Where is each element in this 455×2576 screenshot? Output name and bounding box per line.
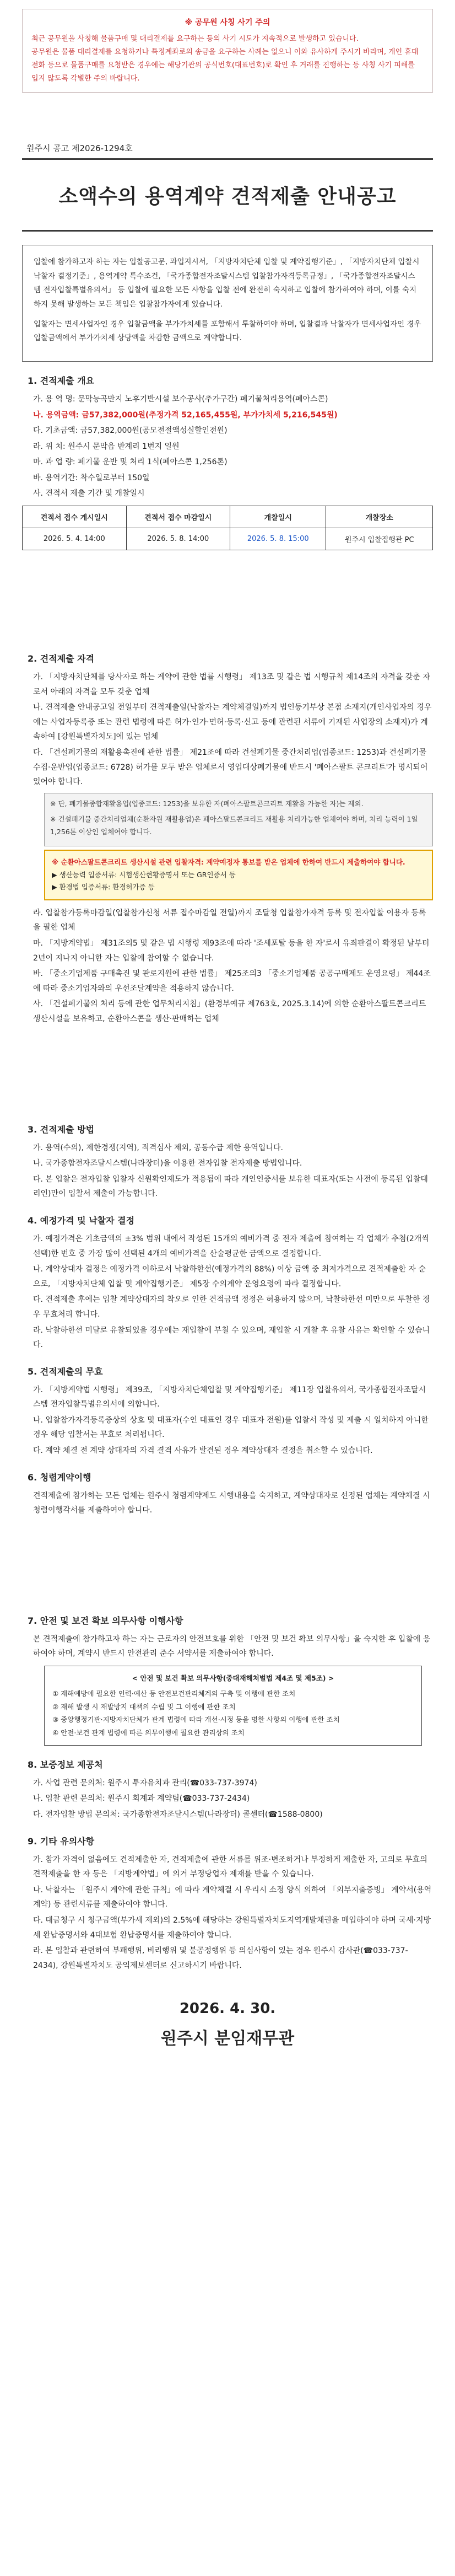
schedule-row [23,528,433,550]
price-item: 가. 예정가격은 기초금액의 ±3% 범위 내에서 작성된 15개의 예비가격 중 전자 제출에 참여하는 각 업체가 추첨(2개씩 선택)한 번호 중 가장 많이 선택된 4개의 예비가격을 산술평균한 금액으로 결정합니다. [33,1234,429,1258]
safety-obligation-line: ② 재해 발생 시 재발방지 대책의 수립 및 그 이행에 관한 조치 [52,1702,236,1711]
price-item: 라. 낙찰하한선 미달로 유찰되었을 경우에는 재입찰에 부칠 수 있으며, 재입찰 시 개찰 후 유찰 사유는 확인할 수 있습니다. [33,1325,430,1350]
qualification-item: 다. 「건설폐기물의 재활용촉진에 관한 법률」 제21조에 따라 건설폐기물 중간처리업(업종코드: 1253)과 건설폐기물 수집·운반업(업종코드: 6728) 허가를 모두 받은 업체로서 영업대상폐기물에 반드시 '폐아스팔트 콘크리트'가 명시되어 있어야 합니다. [33,748,428,787]
schedule-table [22,506,433,550]
safety-obligations-box [44,1666,422,1746]
overview-item: 다. 기초금액: 금57,382,000원(공모전절액성실할인전원) [33,426,228,436]
public-notice-number: 원주시 공고 제2026-1294호 [26,143,133,154]
invalid-item: 다. 계약 체결 전 계약 상대자의 자격 결격 사유가 발견된 경우 계약상대자 결정을 취소할 수 있습니다. [33,1446,373,1456]
contact-item: 가. 사업 관련 문의처: 원주시 투자유치과 관리(☎033-737-3974) [33,1778,257,1788]
recycling-facility-line: ▶ 환경법 입증서류: 환경허가증 등 [52,883,155,892]
scam-warning-line: 공무원은 물품 대리결제를 요청하거나 특정계좌로의 송금을 요구하는 사례는 없으니 이와 유사하게 주시기 바라며, 개인 휴대전화 등으로 물품구매를 요청받은 경우에는 해당기관의 공식번호(대표번호)로 확인 후 거래를 진행하는 등 사칭 사기 피해를 입지 않도록 각별한 주의 바랍니다. [31,47,419,83]
safety-obligation-line: ③ 중앙행정기관·지방자치단체가 관계 법령에 따라 개선·시정 등을 명한 사항의 이행에 관한 조치 [52,1715,340,1724]
section-title-safety: 7. 안전 및 보건 확보 의무사항 이행사항 [28,1615,183,1626]
misc-item: 가. 참가 자격이 없음에도 견적제출한 자, 견적제출에 관한 서류를 위조·변조하거나 부정하게 제출한 자, 고의로 무효의 견적제출을 한 자 등은 「지방계약법」에 의거 부정당업자 제재를 받을 수 있습니다. [33,1855,427,1879]
method-item: 나. 국가종합전자조달시스템(나라장터)을 이용한 전자입찰 전자제출 방법입니다. [33,1159,302,1168]
invalid-item: 나. 입찰참가자격등록증상의 상호 및 대표자(수인 대표인 경우 대표자 전원)를 입찰서 작성 및 제출 시 일치하지 아니한 경우 해당 입찰서는 무효로 처리됩니다. [33,1415,429,1440]
qualification-note: ※ 단, 폐기물종합재활용업(업종코드: 1253)을 보유한 자(폐아스팔트콘크리트 재활용 가능한 자)는 제외. [50,799,364,808]
qualification-note: ※ 건설폐기물 중간처리업체(순환자원 재활용업)은 폐아스팔트콘크리트 재활용 처리가능한 업체여야 하며, 처리 능력이 1일 1,256톤 이상인 업체여야 합니다. [50,815,418,836]
schedule-cell: 2026. 5. 4. 14:00 [23,528,127,550]
safety-obligation-line: ① 재해예방에 필요한 인력·예산 등 안전보건관리체계의 구축 및 이행에 관한 조치 [52,1689,296,1698]
intro-paragraph: 입찰자는 면세사업자인 경우 입찰금액을 부가가치세를 포함해서 투찰하여야 하며, 입찰결과 낙찰자가 면세사업자인 경우 입찰금액에서 부가가치세 상당액을 차감한 금액으로 계약합니다. [34,319,421,343]
qualification-note-box [44,793,433,847]
scam-warning-box [22,9,433,93]
price-item: 나. 계약상대자 결정은 예정가격 이하로서 낙찰하한선(예정가격의 88%) 이상 금액 중 최저가격으로 견적제출한 자 순으로, 「지방자치단체 입찰 및 계약집행기준」 제5장 수의계약 운영요령에 따라 결정합니다. [33,1265,426,1289]
scam-warning-title: ※ 공무원 사칭 사기 주의 [185,18,270,27]
qualification-item: 가. 「지방자치단체를 당사자로 하는 계약에 관한 법률 시행령」 제13조 및 같은 법 시행규칙 제14조의 자격을 갖춘 자로서 아래의 자격을 모두 갖춘 업체 [33,673,430,696]
qualification-item: 라. 입찰참가등록마감일(입찰참가신청 서류 접수마감일 전일)까지 조달청 입찰참가자격 등록 및 전자입찰 이용자 등록을 필한 업체 [33,908,426,932]
section-title-price: 4. 예정가격 및 낙찰자 결정 [28,1215,135,1226]
overview-item: 나. 용역금액: 금57,382,000원(추정가격 52,165,455원, 부가가치세 5,216,545원) [33,410,338,420]
intro-paragraph: 입찰에 참가하고자 하는 자는 입찰공고문, 과업지시서, 「지방자치단체 입찰 및 계약집행기준」, 「지방자치단체 입찰시 낙찰자 결정기준」, 용역계약 특수조건, 「국가종합전자조달시스템 입찰참가자격등록규정」, 「국가종합전자조달시스템 전자입찰특별유의서」 등 입찰에 필요한 모든 사항을 입찰 전에 완전히 숙지하고 입찰에 참가하여야 하며, 이를 숙지하지 못해 발생하는 모든 책임은 입찰참가자에게 있습니다. [34,257,420,309]
section-title-method: 3. 견적제출 방법 [28,1124,95,1135]
recycling-facility-box [44,850,433,900]
overview-item: 마. 과 업 량: 폐기물 운반 및 처리 1식(폐아스콘 1,256톤) [33,458,228,467]
overview-item: 가. 용 역 명: 문막능곡만지 노후기반시설 보수공사(추가구간) 폐기물처리용역(폐아스콘) [33,394,328,404]
safety-text: 본 견적제출에 참가하고자 하는 자는 근로자의 안전보호를 위한 「안전 및 보건 확보 의무사항」을 숙지한 후 입찰에 응하여야 하며, 계약시 반드시 안전관리 준수 서약서를 제출하여야 합니다. [33,1634,431,1659]
recycling-facility-line: ▶ 생산능력 입증서류: 시험생산현황증명서 또는 GR인증서 등 [52,870,236,879]
schedule-cell: 2026. 5. 8. 15:00 [230,528,326,550]
safety-obligation-line: ④ 안전·보건 관계 법령에 따른 의무이행에 필요한 관리상의 조치 [52,1729,245,1737]
integrity-text: 견적제출에 참가하는 모든 업체는 원주시 청렴계약제도 시행내용을 숙지하고, 계약상대자로 선정된 업체는 계약체결 시 청렴이행각서를 제출하여야 합니다. [33,1491,430,1515]
scam-warning-line: 최근 공무원을 사칭해 물품구매 및 대리결제를 요구하는 등의 사기 시도가 지속적으로 발생하고 있습니다. [31,34,359,43]
section-title-contacts: 8. 보증정보 제공처 [28,1759,103,1770]
misc-item: 나. 낙찰자는 「원주시 계약에 관한 규칙」에 따라 계약체결 시 우리시 소정 양식 의하여 「외부지출증빙」 계약서(용역계약) 등 관련서류를 제출하여야 합니다. [33,1885,432,1909]
section-title-integrity: 6. 청렴계약이행 [28,1472,91,1483]
invalid-item: 가. 「지방계약법 시행령」 제39조, 「지방자치단체입찰 및 계약집행기준」 제11장 입찰유의서, 국가종합전자조달시스템 전자입찰특별유의서에 의합니다. [33,1385,426,1409]
overview-item: 사. 견적서 제출 기간 및 개찰일시 [33,489,145,498]
schedule-cell: 원주시 입찰집행관 PC [326,528,433,550]
misc-item: 다. 대금청구 시 청구금액(부가세 제외)의 2.5%에 해당하는 강원특별자치도지역개발채권을 매입하여야 하며 국세·지방세 완납증명서와 4대보험 완납증명서를 제출하여야 합니다. [33,1915,431,1940]
overview-item: 라. 위 치: 원주시 문막읍 반계리 1번지 일원 [33,442,180,451]
safety-obligations-title: < 안전 및 보건 확보 의무사항(중대재해처벌법 제4조 및 제5조) > [132,1674,334,1683]
schedule-header: 개찰일시 [230,506,326,528]
section-title-overview: 1. 견적제출 개요 [28,375,95,386]
section-title-qualification: 2. 견적제출 자격 [28,653,95,664]
qualification-item: 사. 「건설폐기물의 처리 등에 관한 업무처리지침」(환경부예규 제763호, 2025.3.14)에 의한 순환아스팔트콘크리트 생산시설을 보유하고, 순환아스콘을 생산·판매하는 업체 [33,1000,426,1023]
schedule-header-row [23,506,433,528]
contact-item: 나. 입찰 관련 문의처: 원주시 회계과 계약팀(☎033-737-2434) [33,1794,250,1804]
issuing-organization: 원주시 분임재무관 [160,2029,295,2049]
misc-item: 라. 본 입찰과 관련하여 부패행위, 비리행위 및 불공정행위 등 의심사항이 있는 경우 원주시 감사관(☎033-737-2434), 강원특별자치도 공익제보센터로 신고하시기 바랍니다. [33,1946,408,1970]
method-item: 다. 본 입찰은 전자입찰 입찰자 신원확인제도가 적용됨에 따라 개인인증서를 보유한 대표자(또는 사전에 등록된 입찰대리인)만이 입찰서 제출이 가능합니다. [33,1174,428,1199]
schedule-header: 견적서 접수 마감일시 [126,506,230,528]
section-title-invalid: 5. 견적제출의 무효 [28,1366,103,1377]
intro-box [22,245,433,362]
section-title-misc: 9. 기타 유의사항 [28,1836,95,1847]
recycling-facility-line: ※ 순환아스팔트콘크리트 생산시설 관련 입찰자격: 계약예정자 통보를 받은 업체에 한하여 반드시 제출하여야 합니다. [52,858,405,867]
qualification-item: 나. 견적제출 안내공고일 전일부터 견적제출일(낙찰자는 계약체결일)까지 법인등기부상 본점 소재지(개인사업자의 경우에는 사업자등록증 또는 관련 법령에 따른 허가·인가·면허·등록·신고 등에 관련된 서류에 기재된 사업장의 소재지)가 계속하여 [강원특별자치도]에 있는 업체 [33,703,432,742]
qualification-item: 바. 「중소기업제품 구매촉진 및 판로지원에 관한 법률」 제25조의3 「중소기업제품 공공구매제도 운영요령」 제44조에 따라 중소기업자와의 우선조달계약을 적용하지 않습니다. [33,969,431,993]
qualification-item: 마. 「지방계약법」 제31조의5 및 같은 법 시행령 제93조에 따라 '조세포탈 등을 한 자'로서 유죄판결이 확정된 날부터 2년이 지나지 아니한 자는 입찰에 참여할 수 없습니다. [33,939,430,963]
page-title: 소액수의 용역계약 견적제출 안내공고 [22,158,433,232]
contact-item: 다. 전자입찰 방법 문의처: 국가종합전자조달시스템(나라장터) 콜센터(☎1588-0800) [33,1810,323,1819]
overview-item: 바. 용역기간: 착수일로부터 150일 [33,473,150,482]
schedule-header: 견적서 접수 게시일시 [23,506,127,528]
schedule-header: 개찰장소 [326,506,433,528]
notice-date: 2026. 4. 30. [179,2000,276,2017]
method-item: 가. 용역(수의), 제한경쟁(지역), 적격심사 제외, 공동수급 제한 용역입니다. [33,1143,283,1152]
price-item: 다. 견적제출 후에는 입찰 계약상대자의 착오로 인한 견적금액 정정은 허용하지 않으며, 낙찰하한선 미만으로 투찰한 경우 무효처리 합니다. [33,1295,430,1319]
schedule-cell: 2026. 5. 8. 14:00 [126,528,230,550]
